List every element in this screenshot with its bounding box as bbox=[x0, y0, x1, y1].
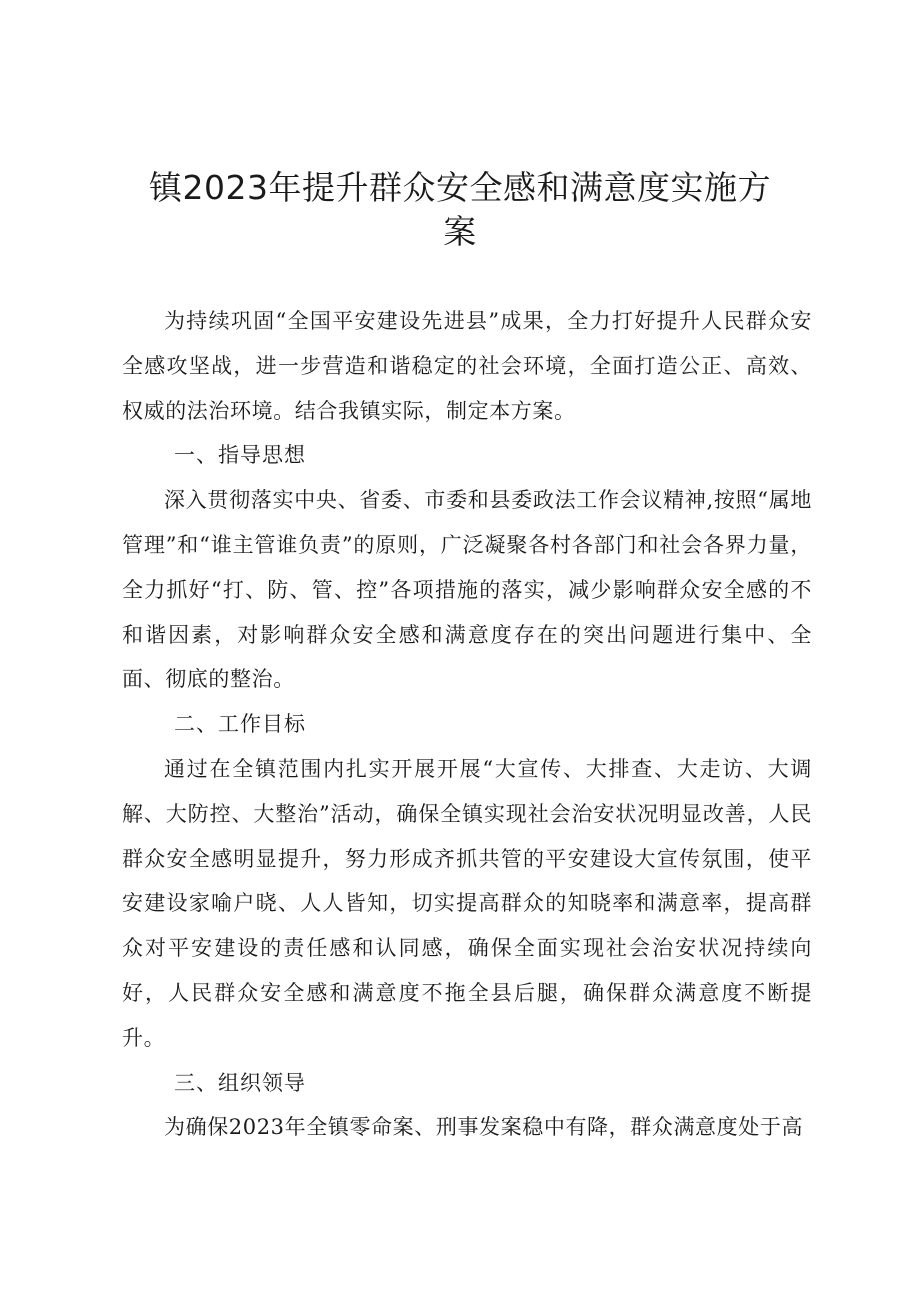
document-title-line-1: 镇2023年提升群众安全感和满意度实施方 bbox=[149, 168, 771, 207]
intro-paragraph: 为持续巩固“全国平安建设先进县”成果，全力打好提升人民群众安全感攻坚战，进一步营造和谐稳定的社会环境，全面打造公正、高效、权威的法治环境。结合我镇实际，制定本方案。 bbox=[122, 309, 812, 423]
document-body bbox=[122, 299, 812, 1150]
section-paragraph-work-goals: 通过在全镇范围内扎实开展开展“大宣传、大排查、大走访、大调解、大防控、大整治”活动，确保全镇实现社会治安状况明显改善，人民群众安全感明显提升，努力形成齐抓共管的平安建设大宣传氛围，使平安建设家喻户晓、人人皆知，切实提高群众的知晓率和满意率，提高群众对平安建设的责任感和认同感，确保全面实现社会治安状况持续向好，人民群众安全感和满意度不拖全县后腿，确保群众满意度不断提升。 bbox=[122, 756, 812, 1050]
section-paragraph-organization-leadership: 为确保2023年全镇零命案、刑事发案稳中有降，群众满意度处于高 bbox=[164, 1115, 804, 1140]
document-title-line-2: 案 bbox=[443, 212, 477, 251]
document-title bbox=[110, 166, 810, 254]
section-heading-guiding-ideology: 一、指导思想 bbox=[174, 443, 306, 468]
section-heading-organization-leadership: 三、组织领导 bbox=[174, 1070, 306, 1095]
section-heading-work-goals: 二、工作目标 bbox=[174, 712, 306, 737]
section-paragraph-guiding-ideology: 深入贯彻落实中央、省委、市委和县委政法工作会议精神,按照“属地管理”和“谁主管谁负责”的原则，广泛凝聚各村各部门和社会各界力量，全力抓好“打、防、管、控”各项措施的落实，减少影响群众安全感的不和谐因素，对影响群众安全感和满意度存在的突出问题进行集中、全面、彻底的整治。 bbox=[122, 488, 812, 692]
